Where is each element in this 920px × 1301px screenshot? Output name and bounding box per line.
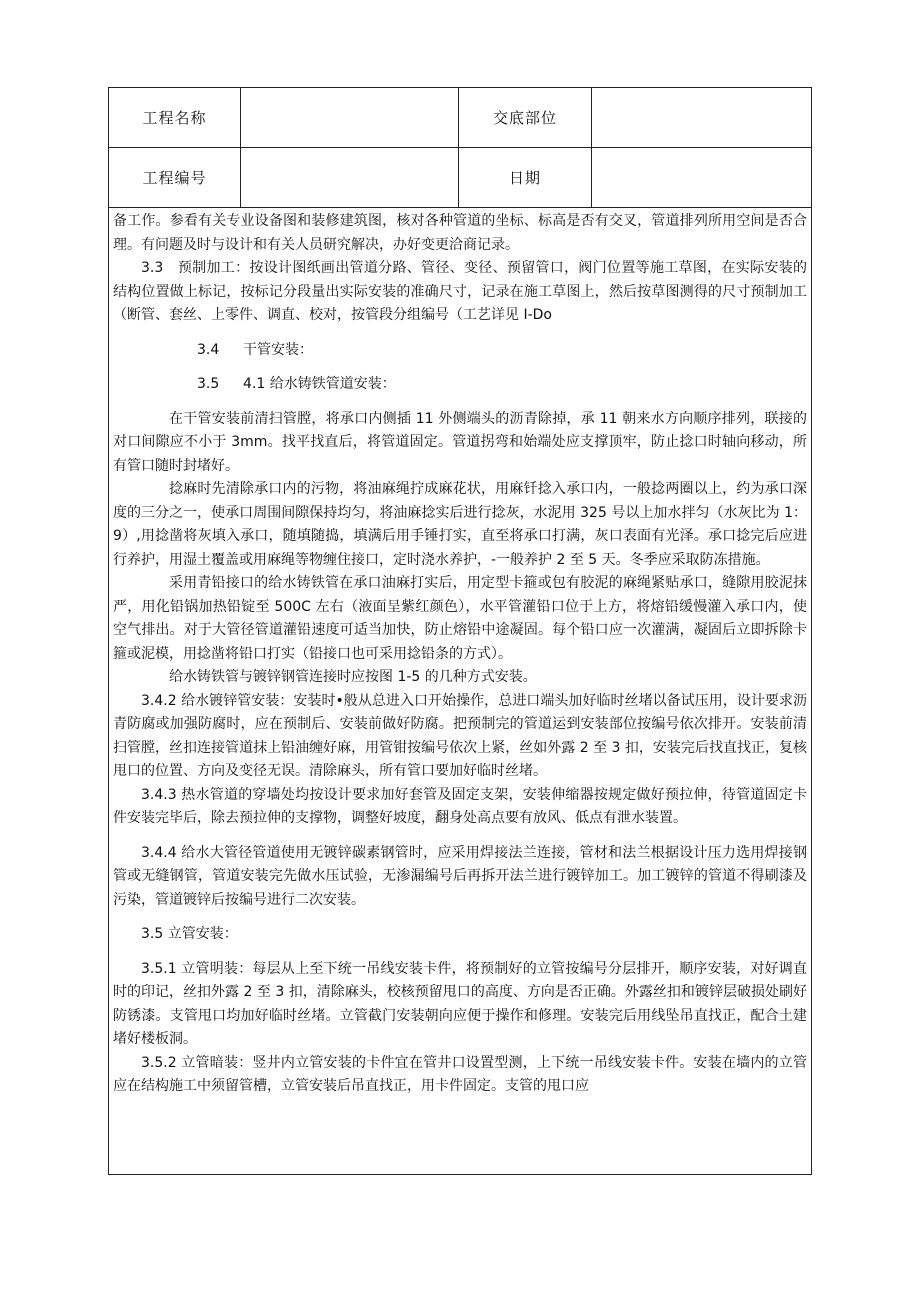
section-3-4-number: 3.4 <box>197 341 220 358</box>
paragraph-3-4-4: 3.4.4 给水大管径管道使用无镀锌碳素钢管时，应采用焊接法兰连接，管材和法兰根据设计压力选用焊接钢管或无缝钢管，管道安装完先做水压试验，无渗漏编号后再拆开法兰进行镀锌加工。加工镀锌的管道不得刷漆及污染，管道镀锌后按编号进行二次安装。 <box>113 844 807 908</box>
section-3-5-title: 4.1 给水铸铁管道安装： <box>243 376 396 392</box>
paragraph-3-5-1: 3.5.1 立管明装：每层从上至下统一吊线安装卡件，将预制好的立管按编号分层排开，顺序安装，对好调直时的印记，丝扣外露 2 至 3 扣，清除麻头，校核预留甩口的高度、方向是否正确。外露丝扣和镀锌层破损处刷好防锈漆。支管甩口均加好临时丝堵。立管截门安装朝向应便于操作和修理。安装完后用线坠吊直找正，配合土建堵好楼板洞。 <box>113 960 807 1047</box>
paragraph-lead-joint: 采用青铅接口的给水铸铁管在承口油麻打实后，用定型卡箍或包有胶泥的麻绳紧贴承口，缝隙用胶泥抹严，用化铅锅加热铅锭至 500C 左右（液面呈紫红颜色），水平管灌铅口位于上方，将熔铅缓慢灌入承口内，使空气排出。对于大管径管道灌铅速度可适当加快，防止熔铅中途凝固。每个铅口应一次灌满，凝固后立即拆除卡箍或泥模，用捻凿将铅口打实（铅接口也可采用捻铅条的方式）。 <box>113 575 807 662</box>
handover-part-label: 交底部位 <box>459 88 592 147</box>
handover-form <box>108 87 812 1175</box>
handover-part-value <box>592 88 811 147</box>
paragraph-connection: 给水铸铁管与镀锌钢管连接时应按图 1-5 的几种方式安装。 <box>169 669 537 685</box>
paragraph-caulking: 捻麻时先清除承口内的污物，将油麻绳拧成麻花状，用麻钎捻入承口内，一般捻两圈以上，约为承口深度的三分之一，使承口周围间隙保持均匀，将油麻捻实后进行捻灰，水泥用 325 号以上加水拌匀（水灰比为 1：9）,用捻凿将灰填入承口，随填随捣，填满后用手锤打实，直至将承口打满，灰口表面有光泽。承口捻完后应进行养护，用湿土覆盖或用麻绳等物缠住接口，定时浇水养护，-一般养护 2 至 5 天。冬季应采取防冻措施。 <box>113 481 807 568</box>
paragraph-3-4-2: 3.4.2 给水镀锌管安装：安装时•般从总进入口开始操作，总进口端头加好临时丝堵以备试压用，设计要求沥青防腐或加强防腐时，应在预制后、安装前做好防腐。把预制完的管道运到安装部位按编号依次排开。安装前清扫管膛，丝扣连接管道抹上铅油缠好麻，用管钳按编号依次上紧，丝如外露 2 至 3 扣，安装完后找直找正，复核甩口的位置、方向及变径无误。清除麻头，所有管口要加好临时丝堵。 <box>113 692 807 779</box>
header-row-2 <box>109 148 811 208</box>
paragraph-prefab: 3.3 预制加工：按设计图纸画出管道分路、管径、变径、预留管口，阀门位置等施工草图，在实际安装的结构位置做上标记，按标记分段量出实际安装的准确尺寸，记录在施工草图上，然后按草图测得的尺寸预制加工（断管、套丝、上零件、调直、校对，按管段分组编号（工艺详见 I-Do <box>113 260 807 323</box>
project-name-value <box>241 88 459 147</box>
content-body <box>109 210 811 1099</box>
project-no-label: 工程编号 <box>109 148 241 207</box>
date-label: 日期 <box>459 148 592 207</box>
section-3-5-number: 3.5 <box>197 376 220 392</box>
paragraph-3-5-title: 3.5 立管安装： <box>141 926 238 942</box>
date-value <box>592 148 811 207</box>
section-3-4-title: 干管安装： <box>243 341 313 358</box>
paragraph-main-pipe: 在干管安装前清扫管膛，将承口内侧插 11 外侧端头的沥青除掉，承 11 朝来水方向顺序排列，联接的对口间隙应不小于 3mm。找平找直后，将管道固定。管道拐弯和始端处应支撑顶牢，防止捻口时轴向移动，所有管口随时封堵好。 <box>113 410 807 474</box>
paragraph-3-4-3: 3.4.3 热水管道的穿墙处均按设计要求加好套管及固定支架，安装伸缩器按规定做好预拉伸，待管道固定卡件安装完毕后，除去预拉伸的支撑物，调整好坡度，翻身处高点要有放风、低点有泄水装置。 <box>113 786 807 826</box>
project-no-value <box>241 148 459 207</box>
paragraph-3-5-2: 3.5.2 立管暗装：竖井内立管安装的卡件宜在管井口设置型测，上下统一吊线安装卡件。安装在墙内的立管应在结构施工中须留管槽，立管安装后吊直找正，用卡件固定。支管的甩口应 <box>113 1054 807 1094</box>
paragraph-prep: 备工作。参看有关专业设备图和装修建筑图，核对各种管道的坐标、标高是否有交叉，管道排列所用空间是否合理。有问题及时与设计和有关人员研究解决，办好变更洽商记录。 <box>113 213 807 253</box>
section-3-5 <box>113 373 807 397</box>
header-row-1 <box>109 88 811 148</box>
project-name-label: 工程名称 <box>109 88 241 147</box>
section-3-4 <box>113 339 807 363</box>
